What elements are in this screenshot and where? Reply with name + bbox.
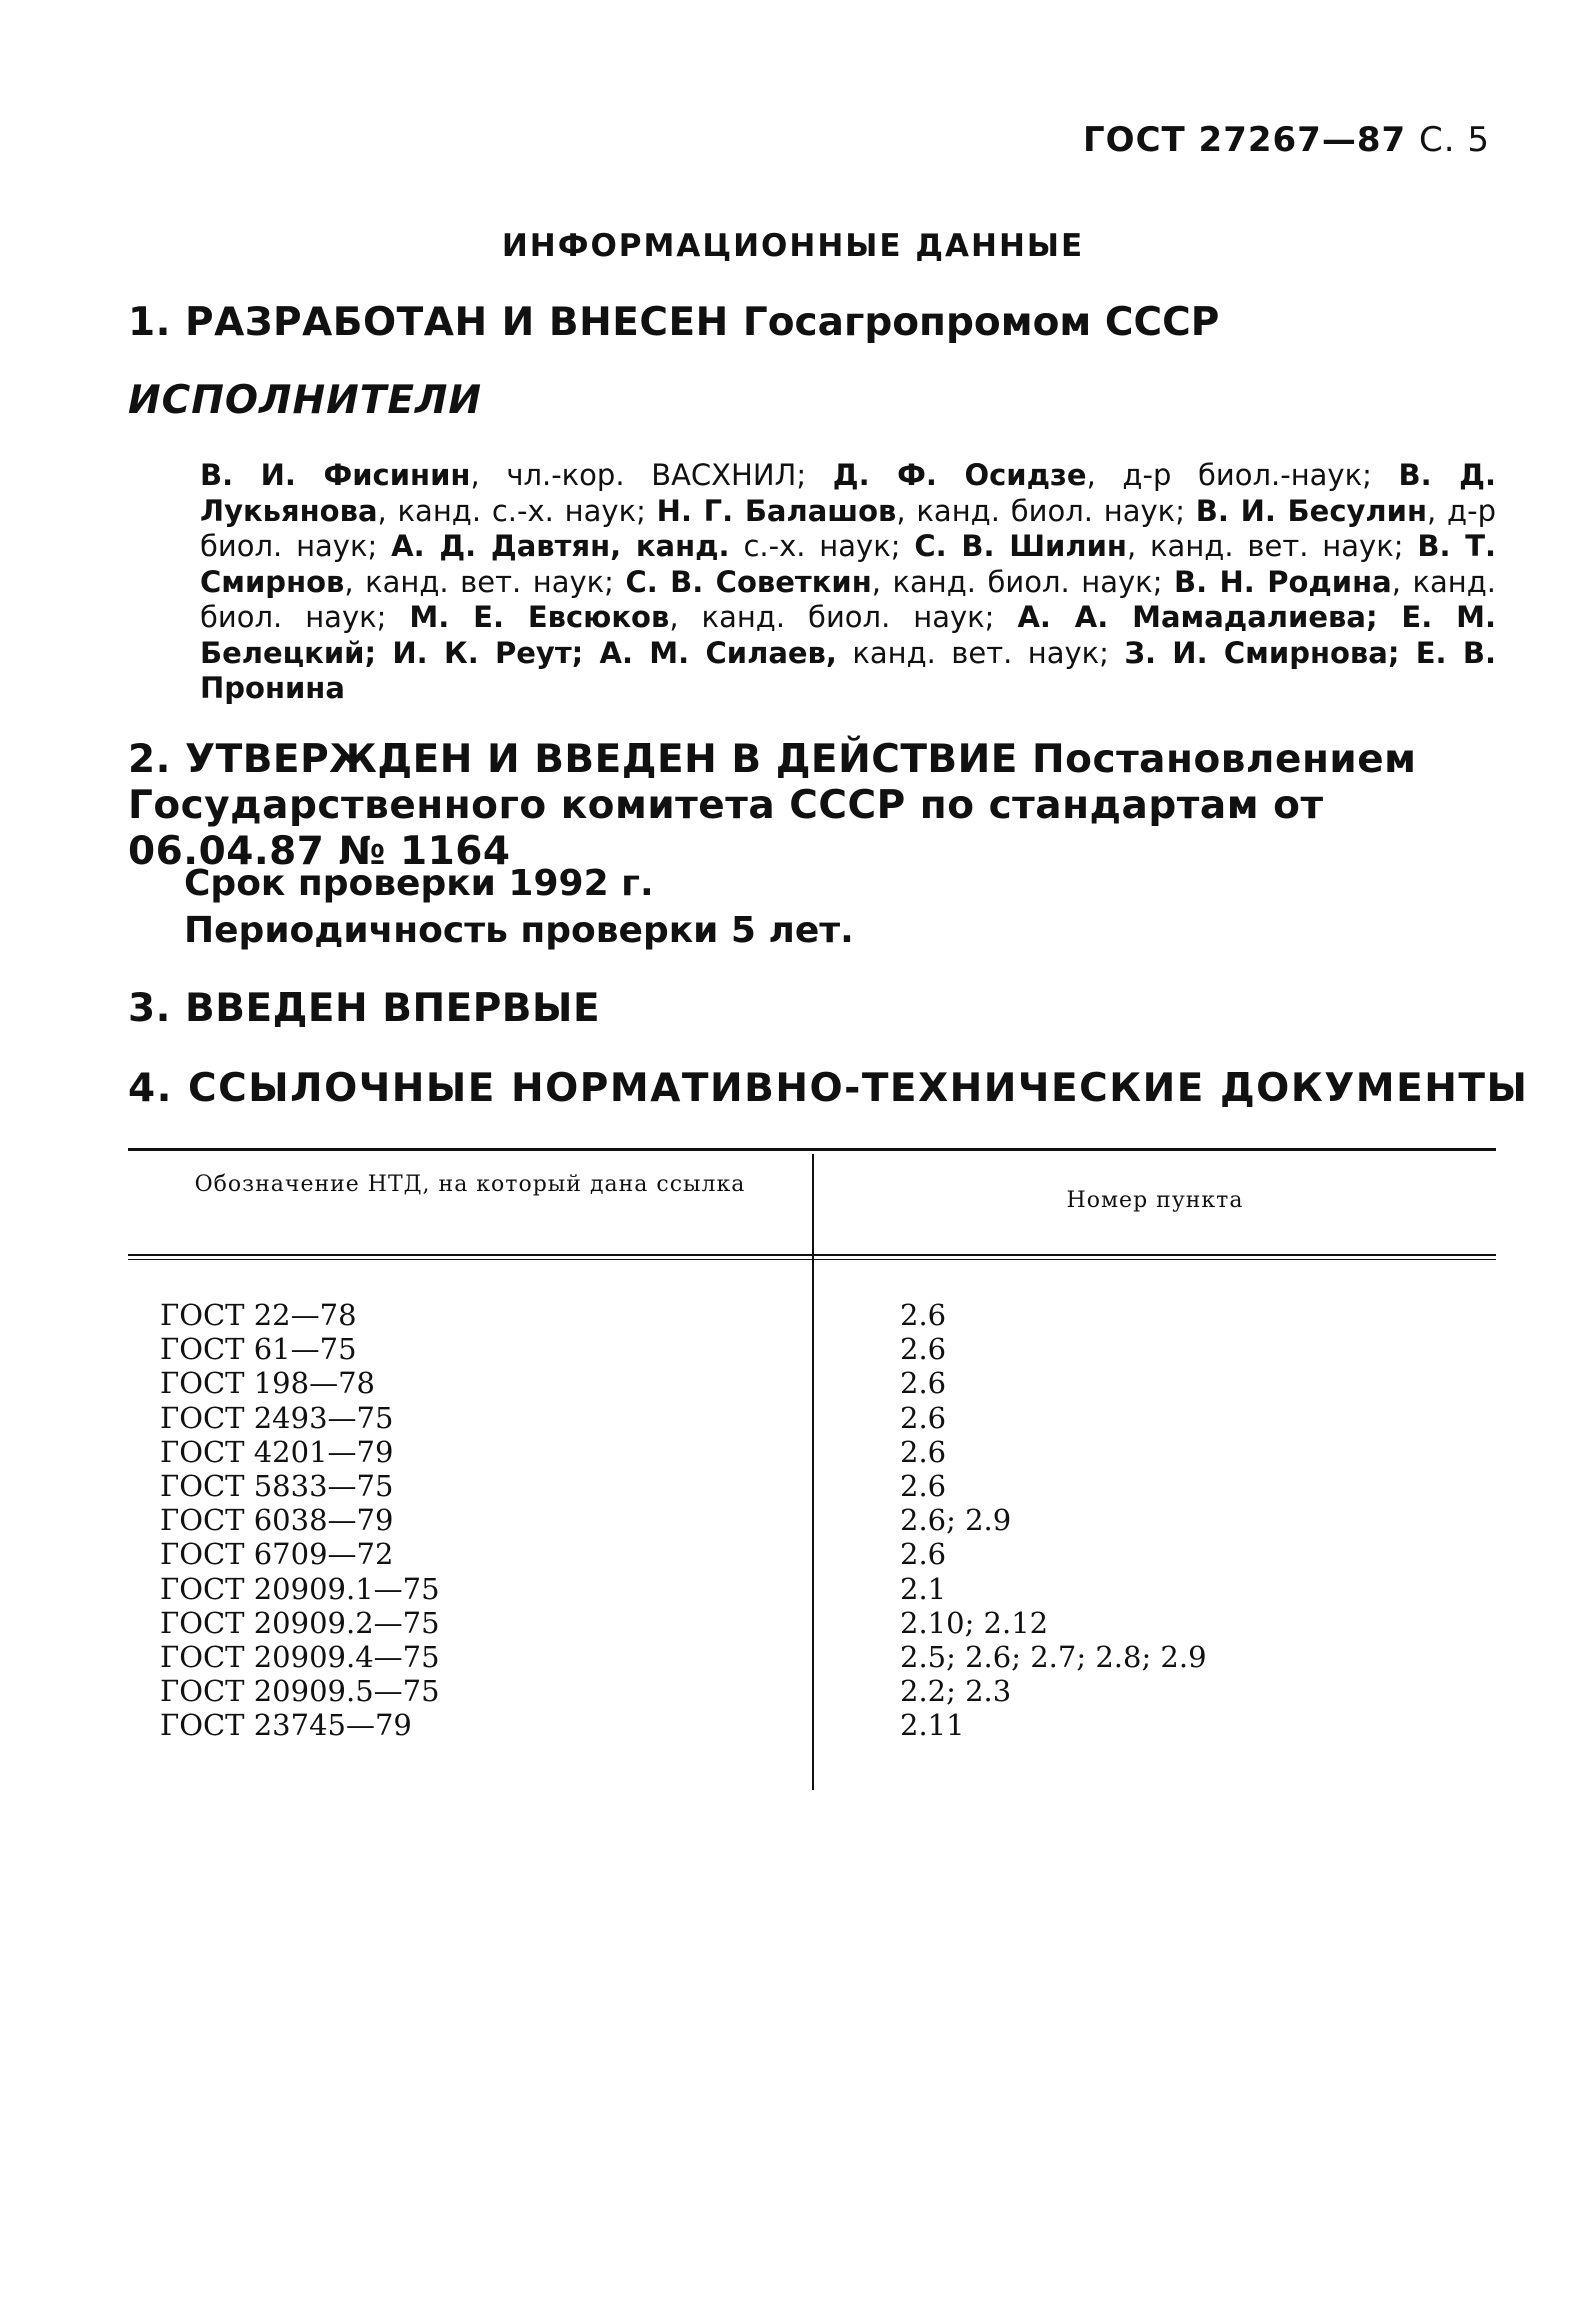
table-row-doc: ГОСТ 20909.4—75 xyxy=(160,1639,440,1674)
column-header-document: Обозначение НТД, на который дана ссылка xyxy=(194,1172,746,1197)
executors-list xyxy=(200,458,1496,707)
executor-name: А. Д. Давтян, канд. xyxy=(391,529,730,563)
item-column xyxy=(900,1298,1207,1742)
table-row-doc: ГОСТ 23745—79 xyxy=(160,1708,412,1743)
section-3-heading: ВВЕДЕН ВПЕРВЫЕ xyxy=(185,986,601,1031)
review-period: Периодичность проверки 5 лет. xyxy=(184,910,854,951)
table-row-doc: ГОСТ 22—78 xyxy=(160,1298,357,1332)
section-2-number: 2. xyxy=(128,737,171,782)
executor-degree: , канд. биол. наук; xyxy=(669,600,1018,634)
executor-degree: , чл.-кор. ВАСХНИЛ; xyxy=(470,458,833,492)
executor-3 xyxy=(657,494,1196,528)
table-row-doc: ГОСТ 20909.2—75 xyxy=(160,1605,440,1640)
table-row-items: 2.6 xyxy=(900,1400,947,1435)
table-row-doc: ГОСТ 4201—79 xyxy=(160,1434,394,1469)
executor-degree: , канд. вет. наук; xyxy=(344,564,626,599)
standard-number: ГОСТ 27267—87 xyxy=(1083,120,1407,160)
executor-degree: , д-р биол. наук; xyxy=(200,493,1496,563)
table-row-items: 2.2; 2.3 xyxy=(900,1674,1012,1709)
section-1-number: 1. xyxy=(128,300,171,345)
section-1-heading: РАЗРАБОТАН И ВНЕСЕН xyxy=(185,300,729,345)
table-row-items: 2.1 xyxy=(900,1571,947,1606)
executor-name: В. И. Фисинин xyxy=(200,458,471,492)
table-row-doc: ГОСТ 5833—75 xyxy=(160,1468,394,1503)
table-row-doc: ГОСТ 61—75 xyxy=(160,1332,357,1367)
executor-name: В. Н. Родина xyxy=(1174,564,1392,599)
table-row-items: 2.6 xyxy=(900,1298,947,1332)
section-1 xyxy=(128,300,1219,347)
section-1-text: Госагропромом СССР xyxy=(742,300,1220,345)
table-row-doc: ГОСТ 198—78 xyxy=(160,1366,375,1401)
table-row-doc: ГОСТ 6709—72 xyxy=(160,1537,394,1572)
section-4 xyxy=(128,1066,1528,1113)
table-row-doc: ГОСТ 6038—79 xyxy=(160,1503,394,1538)
executor-name: М. Е. Евсюков xyxy=(409,600,670,634)
review-info xyxy=(184,860,854,954)
column-header-item: Номер пункта xyxy=(1066,1188,1244,1213)
review-term: Срок проверки 1992 г. xyxy=(184,863,654,904)
executor-name: Д. Ф. Осидзе xyxy=(832,458,1087,492)
section-4-heading: ССЫЛОЧНЫЕ НОРМАТИВНО-ТЕХНИЧЕСКИЕ ДОКУМЕНТЫ xyxy=(188,1066,1529,1111)
executor-degree: , канд. вет. наук; xyxy=(1126,529,1418,563)
table-row-items: 2.10; 2.12 xyxy=(900,1605,1049,1640)
executor-degree: канд. вет. наук; xyxy=(836,635,1125,670)
page-number: С. 5 xyxy=(1419,120,1490,160)
executor-name: В. Д. Лукьянова xyxy=(200,458,1497,528)
section-3-number: 3. xyxy=(128,986,171,1031)
section-2-heading: УТВЕРЖДЕН И ВВЕДЕН В ДЕЙСТВИЕ xyxy=(185,737,1018,782)
executor-1 xyxy=(833,458,1399,492)
executor-name: С. В. Советкин xyxy=(625,564,872,599)
executor-5 xyxy=(391,529,914,563)
table-column-divider xyxy=(812,1154,814,1790)
table-row-doc: ГОСТ 2493—75 xyxy=(160,1400,394,1435)
executor-degree: , канд. биол. наук; xyxy=(871,564,1174,599)
table-row-items: 2.6; 2.9 xyxy=(900,1503,1012,1538)
document-title: ИНФОРМАЦИОННЫЕ ДАННЫЕ xyxy=(501,228,1085,264)
table-row-items: 2.6 xyxy=(900,1468,947,1503)
table-row-doc: ГОСТ 20909.5—75 xyxy=(160,1674,440,1709)
executor-name: В. И. Бесулин xyxy=(1195,493,1428,528)
executor-10 xyxy=(409,600,1017,634)
executor-0 xyxy=(200,458,833,492)
table-row-items: 2.6 xyxy=(900,1434,947,1469)
executor-name: З. И. Смирнова; Е. В. Пронина xyxy=(200,635,1496,705)
section-4-number: 4. xyxy=(128,1066,173,1111)
table-row-doc: ГОСТ 20909.1—75 xyxy=(160,1571,440,1606)
executor-degree: , канд. биол. наук; xyxy=(200,564,1497,634)
executor-degree: , канд. с.-х. наук; xyxy=(377,493,657,528)
executor-8 xyxy=(625,565,1174,599)
section-2-text: Постановлением Государственного комитета СССР по стандартам от 06.04.87 № 1164 xyxy=(128,737,1417,874)
executor-degree: с.-х. наук; xyxy=(729,529,915,563)
table-row-items: 2.6 xyxy=(900,1366,947,1401)
executor-name: Н. Г. Балашов xyxy=(656,493,897,528)
page-header xyxy=(1083,120,1490,160)
table-row-items: 2.6 xyxy=(900,1332,947,1367)
executor-6 xyxy=(914,529,1417,563)
executor-name: В. Т. Смирнов xyxy=(200,529,1496,599)
reference-table xyxy=(128,1148,1496,1798)
section-2 xyxy=(128,737,1508,875)
table-top-rule xyxy=(128,1148,1496,1151)
table-row-items: 2.6 xyxy=(900,1537,947,1572)
document-column xyxy=(160,1298,440,1742)
section-3 xyxy=(128,986,600,1033)
table-row-items: 2.11 xyxy=(900,1708,965,1743)
executor-degree: , д-р биол.-наук; xyxy=(1086,458,1399,492)
executors-heading: ИСПОЛНИТЕЛИ xyxy=(128,378,483,423)
executor-name: А. А. Мамадалиева; Е. М. Белецкий; И. К. Реут; А. М. Силаев, xyxy=(200,600,1496,670)
executor-degree: , канд. биол. наук; xyxy=(896,493,1196,528)
executor-name: С. В. Шилин xyxy=(914,529,1127,563)
table-row-items: 2.5; 2.6; 2.7; 2.8; 2.9 xyxy=(900,1639,1207,1674)
